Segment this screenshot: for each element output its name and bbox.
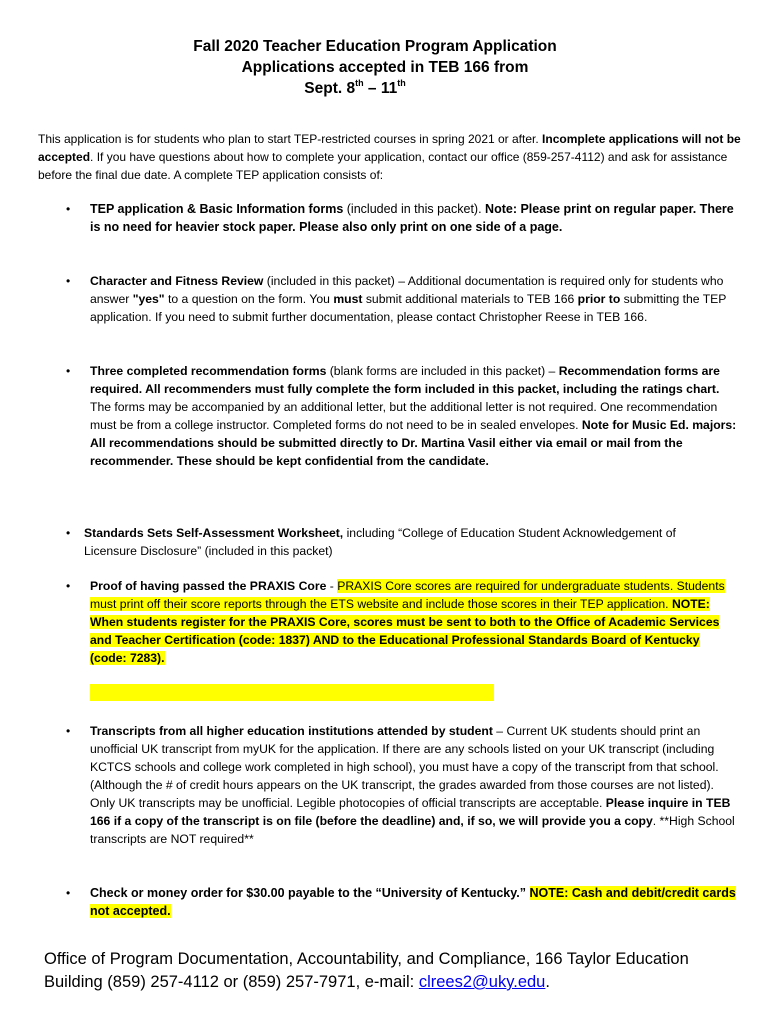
item-text: The forms may be accompanied by an additional letter, but the additional letter is not required. One recommendation must be from a college instructor. Completed forms do not need to be in sealed envelopes. xyxy=(90,400,718,432)
item-text: to a question on the form. You xyxy=(164,292,334,306)
intro-paragraph xyxy=(38,130,744,184)
item-emphasis: Please inquire in TEB 166 if a copy of the transcript is on file (before the deadline) and, if so, we will provide you a copy xyxy=(90,796,731,828)
item-music-note: Note for Music Ed. majors: All recommendations should be submitted directly to Dr. Martina Vasil either via email or mail from the recommender. These should be kept confidential from the candidate. xyxy=(90,418,737,468)
item-text: (included in this packet) – Additional documentation is required only for students who answer xyxy=(90,274,724,306)
footer-text: Office of Program Documentation, Accountability, and Compliance, 166 Taylor Education Building (859) 257-4112 or (859) 257-7971, e-mail: xyxy=(44,950,689,991)
list-item-transcripts xyxy=(66,722,738,848)
item-emphasis: must xyxy=(333,292,363,306)
item-heading: Character and Fitness Review xyxy=(90,274,264,288)
title-sup-1: th xyxy=(355,78,364,88)
bullet-icon: • xyxy=(66,202,71,216)
footer-end: . xyxy=(545,973,550,991)
item-heading: TEP application & Basic Information forms xyxy=(90,202,344,216)
intro-warning: Incomplete applications will not be accepted xyxy=(38,132,741,164)
item-text: – Current UK students should print an unofficial UK transcript from myUK for the application. If there are any schools listed on your UK transcript (including KCTCS schools and college work completed in high school), you must have a copy of the transcript from that school. (Although the # of credit hours appears on the UK transcript, the grades awarded from those courses are not listed). Only UK transcripts may be unofficial. Legible photocopies of official transcripts are acceptable. xyxy=(90,724,719,810)
list-item-character-fitness xyxy=(66,272,738,326)
item-text: (included in this packet). xyxy=(343,202,486,216)
list-item-standards-sets xyxy=(66,524,732,560)
item-emphasis: prior to xyxy=(577,292,621,306)
item-heading: Proof of having passed the PRAXIS Core xyxy=(90,579,327,593)
title-date-end: – 11 xyxy=(363,80,398,97)
document-title xyxy=(0,36,770,99)
item-note: Note: Please print on regular paper. There is no need for heavier stock paper. Please also only print on one side of a page. xyxy=(90,202,734,234)
item-text: including “College of Education Student Acknowledgement of Licensure Disclosure” (included in this packet) xyxy=(84,526,676,558)
item-text: submit additional materials to TEB 166 xyxy=(362,292,578,306)
intro-text-1: This application is for students who plan to start TEP-restricted courses in spring 2021 or after. xyxy=(38,132,543,146)
highlight-blank-line xyxy=(90,684,494,701)
item-text: . **High School transcripts are NOT required** xyxy=(90,814,735,846)
bullet-icon: • xyxy=(66,579,71,593)
item-heading: Transcripts from all higher education institutions attended by student xyxy=(90,724,493,738)
bullet-icon: • xyxy=(66,724,71,738)
list-item-recommendations xyxy=(66,362,738,470)
item-heading: Standards Sets Self-Assessment Worksheet, xyxy=(84,526,344,540)
item-text: - xyxy=(326,579,338,593)
email-link[interactable]: clrees2@uky.edu xyxy=(418,973,546,991)
bullet-icon: • xyxy=(66,364,71,378)
title-line-2: Applications accepted in TEB 166 from xyxy=(241,59,529,76)
title-date-start: Sept. 8 xyxy=(304,80,356,97)
item-heading: Three completed recommendation forms xyxy=(90,364,327,378)
bullet-icon: • xyxy=(66,886,71,900)
highlighted-text: PRAXIS Core scores are required for undergraduate students. Students must print off their score reports through the ETS website and include those scores in their TEP application. xyxy=(90,579,725,611)
item-text xyxy=(526,886,529,900)
item-text: submitting the TEP application. If you need to submit further documentation, please contact Christopher Reese in TEB 166. xyxy=(90,292,727,324)
item-heading: Check or money order for $30.00 payable to the “University of Kentucky.” xyxy=(90,886,527,900)
title-line-3 xyxy=(0,78,740,99)
highlighted-note: NOTE: When students register for the PRAXIS Core, scores must be sent to both to the Office of Academic Services and Teacher Certification (code: 1837) AND to the Educational Professional Standards Board of Kentucky (code: 7283). xyxy=(90,597,720,665)
title-line-1: Fall 2020 Teacher Education Program Application xyxy=(193,38,557,55)
intro-text-2: . If you have questions about how to complete your application, contact our office (859-257-4112) and ask for assistance before the final due date. A complete TEP application consists of: xyxy=(38,150,728,182)
list-item-tep-application xyxy=(66,200,738,236)
bullet-icon: • xyxy=(66,526,71,540)
list-item-praxis xyxy=(66,577,738,667)
bullet-icon: • xyxy=(66,274,71,288)
item-text: (blank forms are included in this packet) – xyxy=(326,364,559,378)
highlighted-note: NOTE: Cash and debit/credit cards not accepted. xyxy=(90,886,736,918)
item-emphasis: "yes" xyxy=(132,292,165,306)
item-requirement: Recommendation forms are required. All recommenders must fully complete the form included in this packet, including the ratings chart. xyxy=(90,364,720,396)
title-sup-2: th xyxy=(397,78,406,88)
list-item-payment xyxy=(66,884,738,920)
footer-contact xyxy=(44,948,744,994)
